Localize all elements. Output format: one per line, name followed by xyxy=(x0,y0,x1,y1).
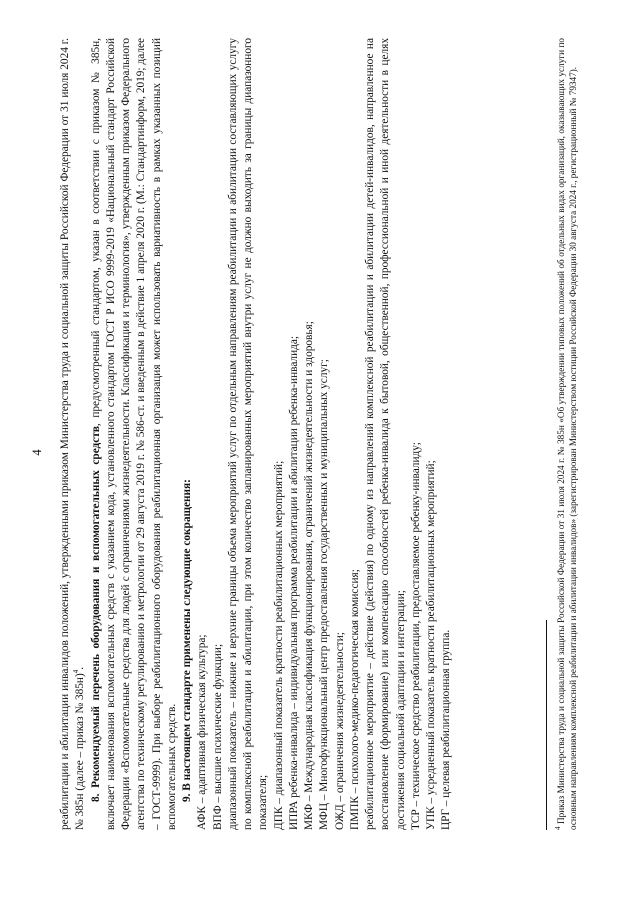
paragraph xyxy=(409,38,424,830)
paragraph xyxy=(180,38,195,830)
paragraph-text: ПМПК – психолого-медико-педагогическая комиссия; xyxy=(348,569,361,830)
paragraph-text: диапазонный показатель – нижние и верхние границы объема мероприятий услуг по отдельным направлениям реабилитации и абилитации составляющих услугу по комплексной реабилитации и абилитации, при этом количество запланированных мероприятий внутри услуг не должно выходить за границы диапазонного показателя; xyxy=(226,38,270,830)
paragraph-text: ВПФ – высшие психические функции; xyxy=(211,643,224,830)
paragraph-text: АФК – адаптивная физическая культура; xyxy=(196,634,209,830)
paragraph-heading: 8. Рекомендуемый перечень оборудования и вспомогательных средств xyxy=(89,426,102,802)
paragraph xyxy=(58,38,89,830)
footnote-mark: 4 xyxy=(553,826,562,830)
paragraph xyxy=(226,38,272,830)
footnote-text xyxy=(553,38,579,830)
paragraph xyxy=(439,38,454,830)
paragraph xyxy=(333,38,348,830)
document-body xyxy=(58,38,455,830)
page-number: 4 xyxy=(30,449,44,456)
paragraph xyxy=(195,38,210,830)
paragraph-text: МКФ – Международная классификация функционирования, ограничений жизнедеятельности и здоровья; xyxy=(303,321,315,830)
paragraph xyxy=(302,38,317,830)
paragraph-text: МФЦ – Многофункциональный центр предоставления государственных и муниципальных услуг; xyxy=(318,359,331,830)
paragraph-text: УПК – усредненный показатель кратности реабилитационных мероприятий; xyxy=(425,460,437,830)
paragraph xyxy=(363,38,409,830)
paragraph xyxy=(211,38,226,830)
paragraph-text: реабилитации и абилитации инвалидов положений, утвержденными приказом Министерства труда и социальной защиты Российской Федерации от 31 июля 2024 г. № 385н (далее – приказ № 385н) xyxy=(59,38,87,830)
paragraph-end: . xyxy=(74,666,87,670)
paragraph xyxy=(348,38,363,830)
footnote-body: Приказ Министерства труда и социальной защиты Российской Федерации от 31 июля 2024 г. № 385н «Об утверждении типовых положений об отдельных видах организаций, оказывающих услуги по основным направлениям комплексной реабилитации и абилитации инвалидов» (зарегистрирован Министерством юстиции Российской Федерации 30 августа 2024 г., регистрационный № 79347). xyxy=(556,38,578,830)
paragraph xyxy=(89,38,181,830)
paragraph-text: ЦРГ – целевая реабилитационная группа. xyxy=(440,629,453,830)
footnote-reference: 4 xyxy=(72,669,81,674)
paragraph-text: реабилитационное мероприятие – действие (действия) по одному из направлений комплексной реабилитации и абилитации детей-инвалидов, направленное на восстановление (формирование) или компенсацию способностей ребенка-инвалида к бытовой, общественной, профессиональной и иной деятельности в целях достижения социальной адаптации и интеграции; xyxy=(364,38,407,830)
paragraph-text: ИПРА ребенка-инвалида – индивидуальная программа реабилитации и абилитации ребенка-инвалида; xyxy=(287,335,300,830)
paragraph-text: ТСР – техническое средство реабилитации, предоставляемое ребенку-инвалиду; xyxy=(409,442,422,830)
paragraph xyxy=(424,38,439,830)
paragraph xyxy=(272,38,287,830)
paragraph-text: ДПК – диапазонный показатель кратности реабилитационных мероприятий; xyxy=(272,460,285,830)
paragraph-heading: 9. В настоящем стандарте применены следующие сокращения: xyxy=(181,479,193,802)
footnote xyxy=(553,38,579,830)
paragraph xyxy=(287,38,302,830)
footnote-separator xyxy=(546,620,547,830)
paragraph-text: ОЖД – ограничения жизнедеятельности; xyxy=(333,632,346,830)
paragraph-text: , предусмотренный стандартом, указан в соответствии с приказом № 385н, включает наименования вспомогательных средств с указанием кода, установленного стандартом ГОСТ Р ИСО 9999-2019 «Национальный стандарт Российской Федерации «Вспомогательные средства для людей с ограничениями жизнедеятельности. Классификация и терминология», утвержденным приказом Федерального агентства по техническому регулированию и метрологии от 29 августа 2019 г. № 586-ст. и введенным в действие 1 апреля 2020 г. (М.: Стандартинформ, 2019; далее – ГОСТ-9999). При выборе реабилитационного оборудования реабилитационная организация может использовать вариативность в рамках указанных позиций вспомогательных средств. xyxy=(89,38,178,830)
paragraph xyxy=(317,38,332,830)
